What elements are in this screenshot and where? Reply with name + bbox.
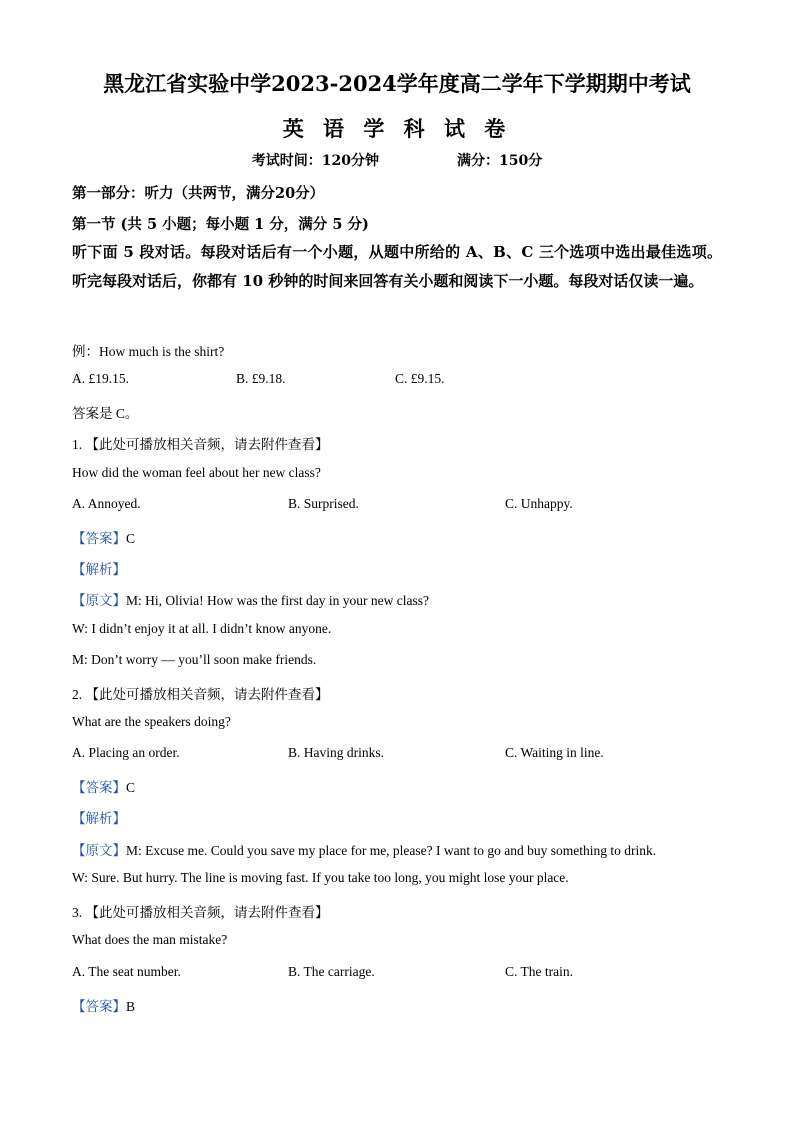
answer-tag: 【答案】 [72,999,126,1014]
question-1-answer [72,527,135,547]
question-3-option-b: B. The carriage. [288,964,375,979]
question-1-transcript-2: M: Don’t worry — you’ll soon make friends. [72,652,317,667]
question-3-option-a: A. The seat number. [72,964,181,979]
question-3-answer [72,995,135,1015]
question-1-analysis [72,558,126,578]
question-1-transcript-1: W: I didn’t enjoy it at all. I didn’t know anyone. [72,621,332,636]
question-1-transcript-0 [72,589,429,609]
question-2-text: What are the speakers doing? [72,714,231,729]
analysis-tag: 【解析】 [72,562,126,577]
exam-meta [0,150,794,170]
instructions: 听下面 5 段对话。每段对话后有一个小题，从题中所给的 A、B、C 三个选项中选出最佳选项。听完每段对话后，你都有 10 秒钟的时间来回答有关小题和阅读下一小题。每段对话仅读一遍。 [72,243,722,290]
question-2-option-c: C. Waiting in line. [505,745,604,760]
exam-score: 满分：150分 [457,153,543,169]
answer-value: B [126,999,136,1014]
answer-tag: 【答案】 [72,780,126,795]
example-question: 例：How much is the shirt? [72,344,225,359]
question-1-option-a: A. Annoyed. [72,496,141,511]
example-option-c: C. £9.15. [395,371,445,386]
question-1-option-c: C. Unhappy. [505,496,573,511]
question-3-header: 3. 【此处可播放相关音频，请去附件查看】 [72,905,329,920]
analysis-tag: 【解析】 [72,811,126,826]
original-tag: 【原文】 [72,843,126,858]
exam-title: 黑龙江省实验中学2023-2024学年度高二学年下学期期中考试 [103,71,691,96]
exam-time: 考试时间：120分钟 [251,153,379,169]
question-1-header: 1. 【此处可播放相关音频，请去附件查看】 [72,437,329,452]
example-option-b: B. £9.18. [236,371,286,386]
example-option-a: A. £19.15. [72,371,129,386]
question-1-option-b: B. Surprised. [288,496,359,511]
question-3-text: What does the man mistake? [72,932,228,947]
section-heading: 第一节 (共 5 小题；每小题 1 分，满分 5 分) [72,216,369,233]
example-answer: 答案是 C。 [72,406,139,421]
answer-tag: 【答案】 [72,531,126,546]
exam-subtitle: 英 语 学 科 试 卷 [282,116,512,141]
question-2-transcript-1: W: Sure. But hurry. The line is moving fast. If you take too long, you might lose your place. [72,870,569,885]
original-tag: 【原文】 [72,593,126,608]
question-3-option-c: C. The train. [505,964,573,979]
question-2-answer [72,776,135,796]
answer-value: C [126,780,136,795]
part-heading: 第一部分：听力（共两节，满分20分） [72,185,325,202]
question-2-option-a: A. Placing an order. [72,745,180,760]
answer-value: C [126,531,136,546]
question-2-header: 2. 【此处可播放相关音频，请去附件查看】 [72,687,329,702]
transcript-line: M: Excuse me. Could you save my place for me, please? I want to go and buy something to drink. [126,843,657,858]
question-2-analysis [72,807,126,827]
question-2-transcript-0 [72,839,656,859]
question-1-text: How did the woman feel about her new class? [72,465,321,480]
transcript-line: M: Hi, Olivia! How was the first day in your new class? [126,593,429,608]
question-2-option-b: B. Having drinks. [288,745,384,760]
